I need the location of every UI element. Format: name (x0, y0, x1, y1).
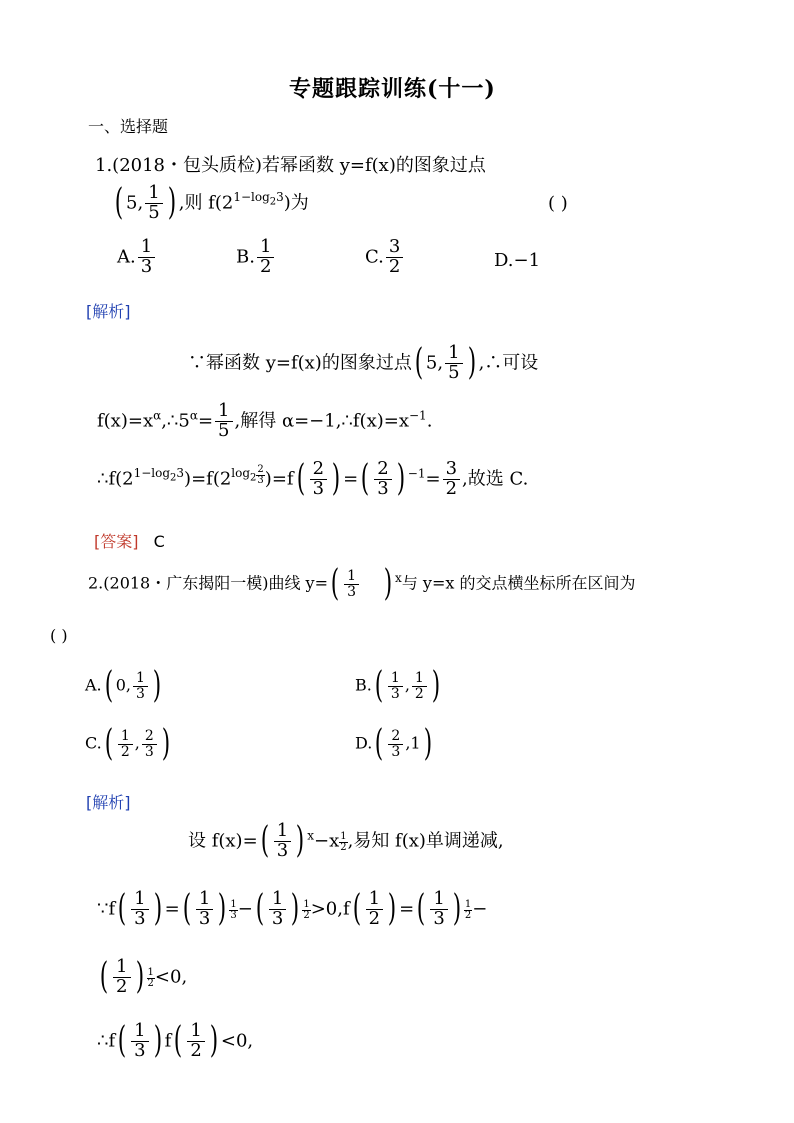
q2-solution-line2: ∵f( $\frac{1}{3}$ ) =( $\frac{1}{3}$ ) $\frac{1}{3}$ −( $\frac{1}{3}$ ) $\frac{1}{2}$ >0,f( $\frac{1}{2}$ ) =( $\frac{1}{3}$ ) $\frac{1}{2}$ − (97, 888, 488, 930)
q1-answer-value: C (153, 532, 165, 551)
q1-solution-line2: $f(x)=x^\alpha,\therefore 5^\alpha=$ $\frac{1}{5}$ ,解得 $\alpha=-1,\therefore f(x)=x^{-1}$. (97, 400, 433, 441)
q2-solution-line3: ( $\frac{1}{2}$ ) $\frac{1}{2}$ <0, (99, 956, 188, 998)
q2-solution-line4: ∴f( $\frac{1}{3}$ ) f( $\frac{1}{2}$ ) <0, (97, 1020, 254, 1062)
q1-solution-line3: $\therefore f(2^{1-log_23})=f(2^{log_2 \frac{2}{3}}$ )=f( $\frac{2}{3}$ ) =( $\frac{2}{3}$ ) $^{-1}$= $\frac{3}{2}$ ,故选 C. (97, 458, 529, 500)
q2-option-c[interactable]: C.( $\frac{1}{2}$ , $\frac{2}{3}$ ) (85, 723, 170, 764)
q1-solution-line1: ∵幂函数 y=f(x)的图象过点( 5, $\frac{1}{5}$ ) ,∴可设 (188, 342, 539, 384)
q1-stem-line2: ( 5, $\frac{1}{5}$ ) ,则 $f(2^{1-log_23})$为 (114, 182, 309, 224)
q1-answer-paren: ( ) (548, 193, 568, 214)
q1-answer-line (94, 529, 165, 552)
q1-analysis-tag: [解析] (86, 302, 131, 321)
q1-stem-line1: 1.(2018・包头质检)若幂函数 y=f(x)的图象过点 (95, 155, 486, 176)
q1-option-b[interactable]: B. $\frac{1}{2}$ (236, 238, 276, 277)
section-heading: 一、选择题 (88, 117, 169, 136)
q1-option-a[interactable]: A. $\frac{1}{3}$ (117, 238, 157, 277)
q2-solution-line1: 设 f(x)=( $\frac{1}{3}$ ) $^x$−x $\frac{1}{2}$ ,易知 f(x)单调递减, (188, 820, 504, 862)
q1-answer-tag: [答案] (94, 532, 139, 551)
q2-option-b[interactable]: B.( $\frac{1}{3}$ , $\frac{1}{2}$ ) (355, 665, 441, 706)
page-title: 专题跟踪训练(十一) (289, 76, 496, 102)
q2-answer-paren: ( ) (50, 626, 68, 645)
q2-option-d[interactable]: D.( $\frac{2}{3}$ ,1) (355, 723, 432, 764)
q2-stem: 2.(2018・广东揭阳一模)曲线 y=( $\frac{1}{3}$ ) $^x$与 y=x 的交点横坐标所在区间为 (88, 563, 636, 604)
q2-analysis-tag: [解析] (86, 793, 131, 812)
q1-option-c[interactable]: C. $\frac{3}{2}$ (365, 238, 405, 277)
q1-option-d[interactable]: D.−1 (494, 250, 541, 271)
q2-option-a[interactable]: A.( 0, $\frac{1}{3}$ ) (85, 665, 162, 706)
